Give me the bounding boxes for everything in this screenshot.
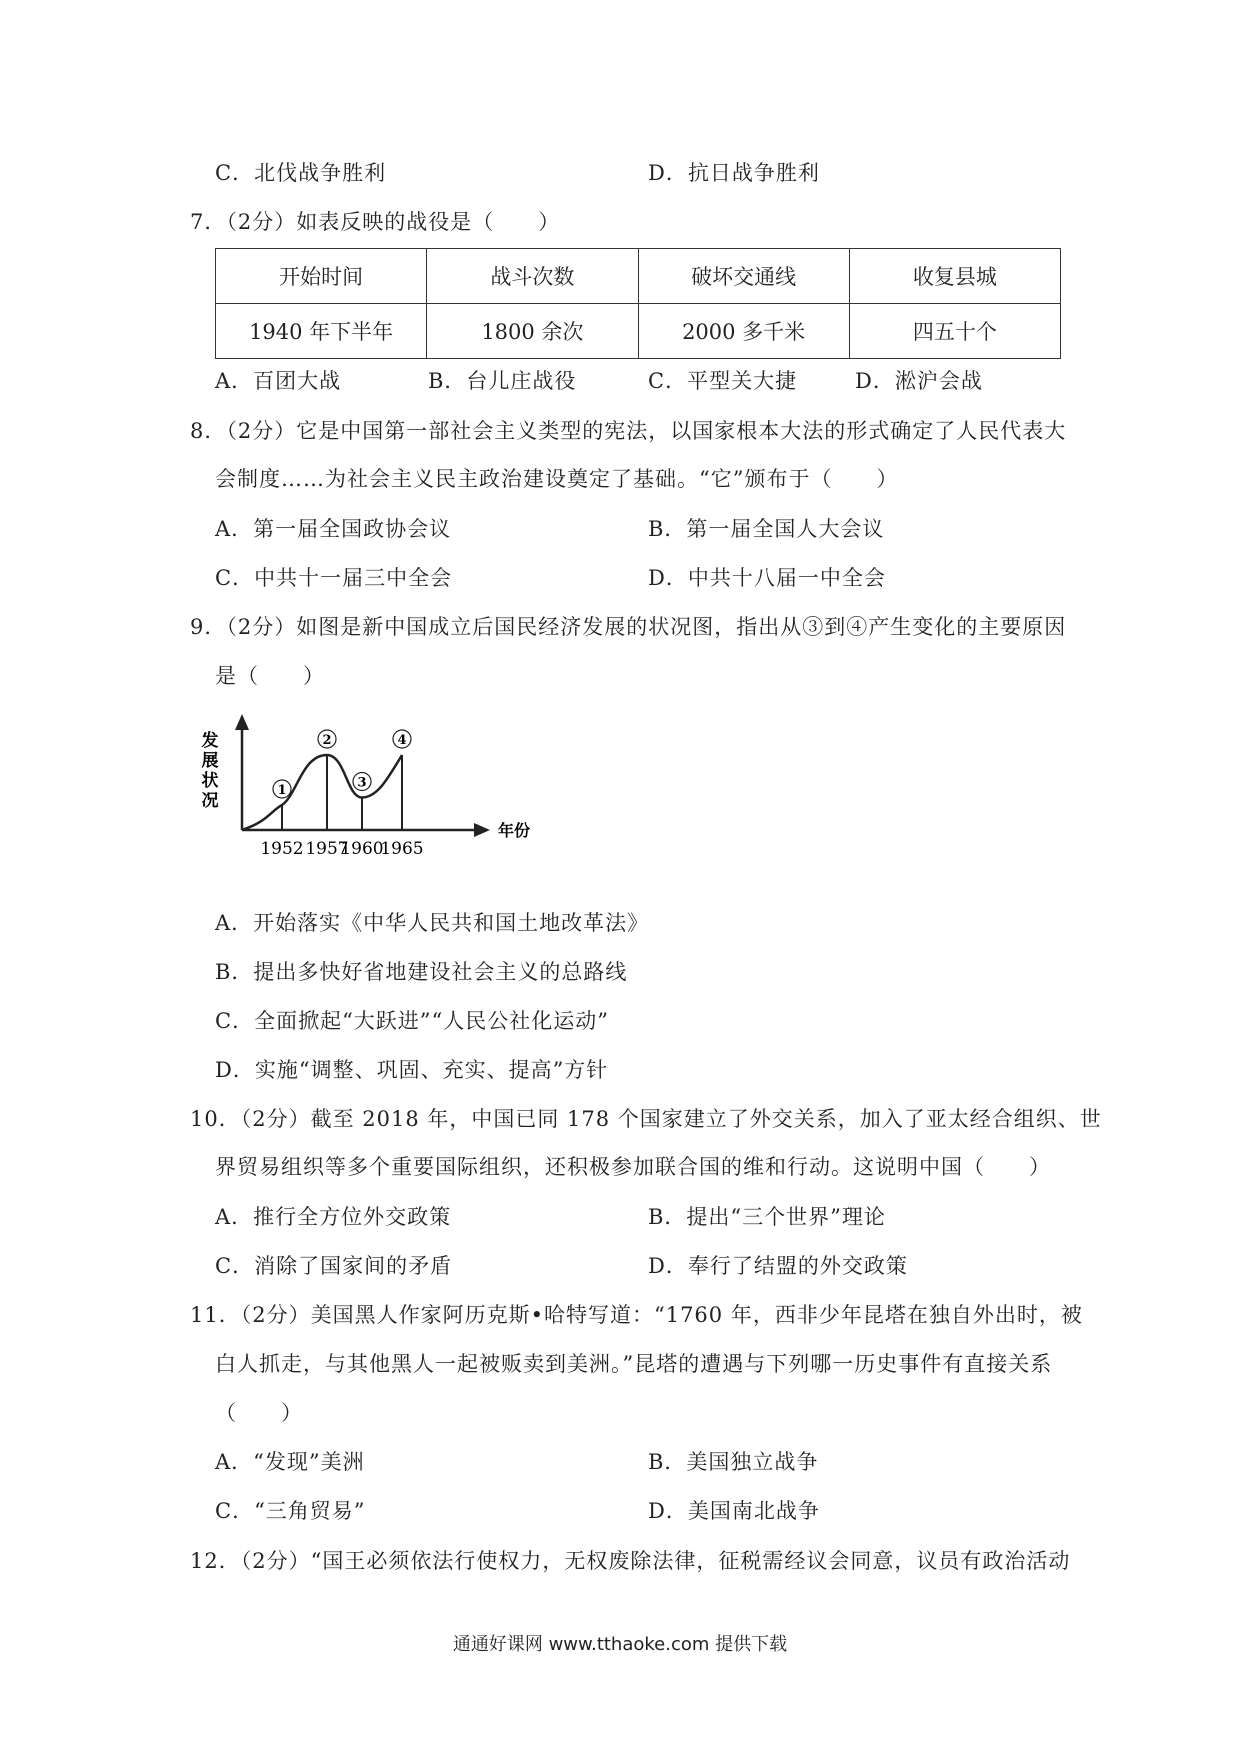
table-cell: 1800 余次 [427,304,638,359]
point-label: 2 [322,733,332,748]
q8-stem-line1: 8．（2分）它是中国第一部社会主义类型的宪法，以国家根本大法的形式确定了人民代表大 [190,419,1067,443]
q11-option-b[interactable]: B．美国独立战争 [648,1450,819,1474]
economic-development-chart [201,710,552,890]
table-cell: 1940 年下半年 [216,304,427,359]
q6-option-c[interactable]: C．北伐战争胜利 [215,161,387,185]
point-label: 4 [397,733,407,748]
q12-stem-line1: 12．（2分）“国王必须依法行使权力，无权废除法律，征税需经议会同意，议员有政治活动 [190,1549,1071,1573]
x-tick-label: 1952 [260,839,304,859]
q11-stem-line2: 白人抓走，与其他黑人一起被贩卖到美洲。”昆塔的遭遇与下列哪一历史事件有直接关系 [215,1352,1053,1376]
q9-option-d[interactable]: D．实施“调整、巩固、充实、提高”方针 [215,1058,609,1082]
q9-stem-line2: 是（ ） [215,664,325,688]
q11-option-c[interactable]: C．“三角贸易” [215,1499,366,1523]
x-axis-label: 年份 [497,821,531,840]
q8-option-d[interactable]: D．中共十八届一中全会 [648,566,886,590]
table-cell: 四五十个 [849,304,1060,359]
q7-option-b[interactable]: B．台儿庄战役 [428,369,577,393]
x-tick-label: 1957 [305,839,349,859]
q7-option-d[interactable]: D．淞沪会战 [855,369,983,393]
q9-stem-line1: 9．（2分）如图是新中国成立后国民经济发展的状况图，指出从③到④产生变化的主要原因 [190,615,1067,639]
q9-option-b[interactable]: B．提出多快好省地建设社会主义的总路线 [215,960,628,984]
y-axis-label-char: 状 [201,771,219,791]
q10-option-d[interactable]: D．奉行了结盟的外交政策 [648,1254,908,1278]
q6-option-d[interactable]: D．抗日战争胜利 [648,161,820,185]
x-axis-arrow [474,823,490,837]
x-tick-label: 1965 [380,839,424,859]
table-header-row [216,249,1061,304]
table-header-cell: 开始时间 [216,249,427,304]
table-header-cell: 战斗次数 [427,249,638,304]
series-line [242,755,402,830]
q11-stem-line1: 11．（2分）美国黑人作家阿历克斯•哈特写道：“1760 年，西非少年昆塔在独自外出时，被 [190,1303,1083,1327]
point-label: 3 [357,775,367,791]
q11-option-a[interactable]: A．“发现”美洲 [215,1450,365,1474]
q10-stem-line2: 界贸易组织等多个重要国际组织，还积极参加联合国的维和行动。这说明中国（ ） [215,1155,1051,1179]
q8-option-c[interactable]: C．中共十一届三中全会 [215,566,453,590]
table-row [216,304,1061,359]
q11-stem-line3: （ ） [215,1401,303,1425]
y-axis-label-char: 发 [201,731,219,751]
y-axis-label-char: 展 [201,751,219,771]
q7-option-a[interactable]: A．百团大战 [215,369,342,393]
q11-option-d[interactable]: D．美国南北战争 [648,1499,820,1523]
q10-option-b[interactable]: B．提出“三个世界”理论 [648,1205,886,1229]
q8-option-a[interactable]: A．第一届全国政协会议 [215,517,452,541]
table-cell: 2000 多千米 [638,304,849,359]
q8-stem-line2: 会制度……为社会主义民主政治建设奠定了基础。“它”颁布于（ ） [215,467,899,491]
table-header-cell: 破坏交通线 [638,249,849,304]
q10-option-a[interactable]: A．推行全方位外交政策 [215,1205,452,1229]
q7-option-c[interactable]: C．平型关大捷 [648,369,798,393]
q7-table [215,248,1061,359]
page-footer: 通通好课网 www.tthaoke.com 提供下载 [452,1634,788,1655]
q7-stem: 7．（2分）如表反映的战役是（ ） [190,210,561,234]
x-tick-label: 1960 [340,839,384,859]
y-axis-label-char: 况 [201,791,219,811]
q10-stem-line1: 10．（2分）截至 2018 年，中国已同 178 个国家建立了外交关系，加入了亚太经合组织、世 [190,1107,1102,1131]
chart-marks [242,730,424,859]
q9-option-c[interactable]: C．全面掀起“大跃进”“人民公社化运动” [215,1009,610,1033]
table-header-cell: 收复县城 [849,249,1060,304]
q8-option-b[interactable]: B．第一届全国人大会议 [648,517,885,541]
y-axis-arrow [235,714,249,730]
q9-option-a[interactable]: A．开始落实《中华人民共和国土地改革法》 [215,911,650,935]
q10-option-c[interactable]: C．消除了国家间的矛盾 [215,1254,453,1278]
point-label: 1 [277,783,287,798]
